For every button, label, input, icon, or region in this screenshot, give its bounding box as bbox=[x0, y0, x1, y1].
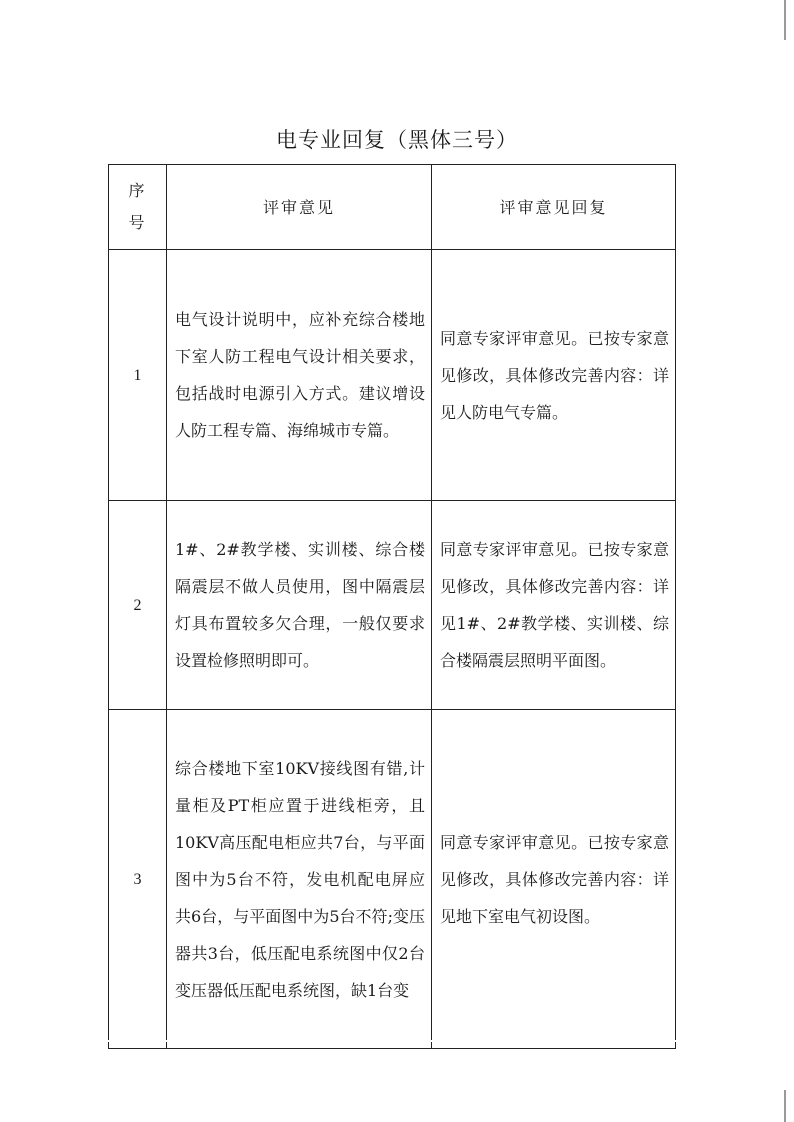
table-header-row bbox=[109, 165, 676, 250]
opinion-reply-cell bbox=[432, 710, 676, 1049]
review-opinion-text: 综合楼地下室10KV接线图有错,计量柜及PT柜应置于进线柜旁，且10KV高压配电柜应共7台，与平面图中为5台不符，发电机配电屏应共6台，与平面图中为5台不符;变压器共3台，低压配电系统图中仅2台变压器低压配电系统图，缺1台变 bbox=[175, 758, 425, 1000]
scan-edge-mark bbox=[784, 1090, 786, 1122]
opinion-reply-cell bbox=[432, 250, 676, 501]
opinion-reply-text: 同意专家评审意见。已按专家意见修改，具体修改完善内容：详见地下室电气初设图。 bbox=[440, 832, 669, 926]
table-row bbox=[109, 710, 676, 1049]
table-row bbox=[109, 501, 676, 710]
table-continuation-edge bbox=[0, 1040, 794, 1042]
row-number: 1 bbox=[109, 250, 167, 501]
opinion-reply-text: 同意专家评审意见。已按专家意见修改，具体修改完善内容：详见人防电气专篇。 bbox=[440, 328, 669, 422]
header-serial-number bbox=[109, 165, 167, 250]
review-opinion-text: 电气设计说明中，应补充综合楼地下室人防工程电气设计相关要求，包括战时电源引入方式。建议增设人防工程专篇、海绵城市专篇。 bbox=[175, 310, 425, 440]
row-number: 2 bbox=[109, 501, 167, 710]
review-table bbox=[108, 164, 676, 1049]
header-serial-number-label: 序 号 bbox=[128, 181, 147, 232]
scan-edge-mark bbox=[784, 0, 786, 40]
table-row bbox=[109, 250, 676, 501]
opinion-reply-text: 同意专家评审意见。已按专家意见修改，具体修改完善内容：详见1#、2#教学楼、实训楼、综合楼隔震层照明平面图。 bbox=[440, 540, 669, 670]
review-opinion-cell bbox=[167, 710, 432, 1049]
header-review-opinion: 评审意见 bbox=[167, 165, 432, 250]
review-opinion-cell bbox=[167, 501, 432, 710]
page-title: 电专业回复（黑体三号） bbox=[276, 128, 518, 152]
review-opinion-text: 1#、2#教学楼、实训楼、综合楼隔震层不做人员使用，图中隔震层灯具布置较多欠合理，一般仅要求设置检修照明即可。 bbox=[175, 540, 425, 670]
review-opinion-cell bbox=[167, 250, 432, 501]
row-number: 3 bbox=[109, 710, 167, 1049]
header-opinion-reply: 评审意见回复 bbox=[432, 165, 676, 250]
opinion-reply-cell bbox=[432, 501, 676, 710]
